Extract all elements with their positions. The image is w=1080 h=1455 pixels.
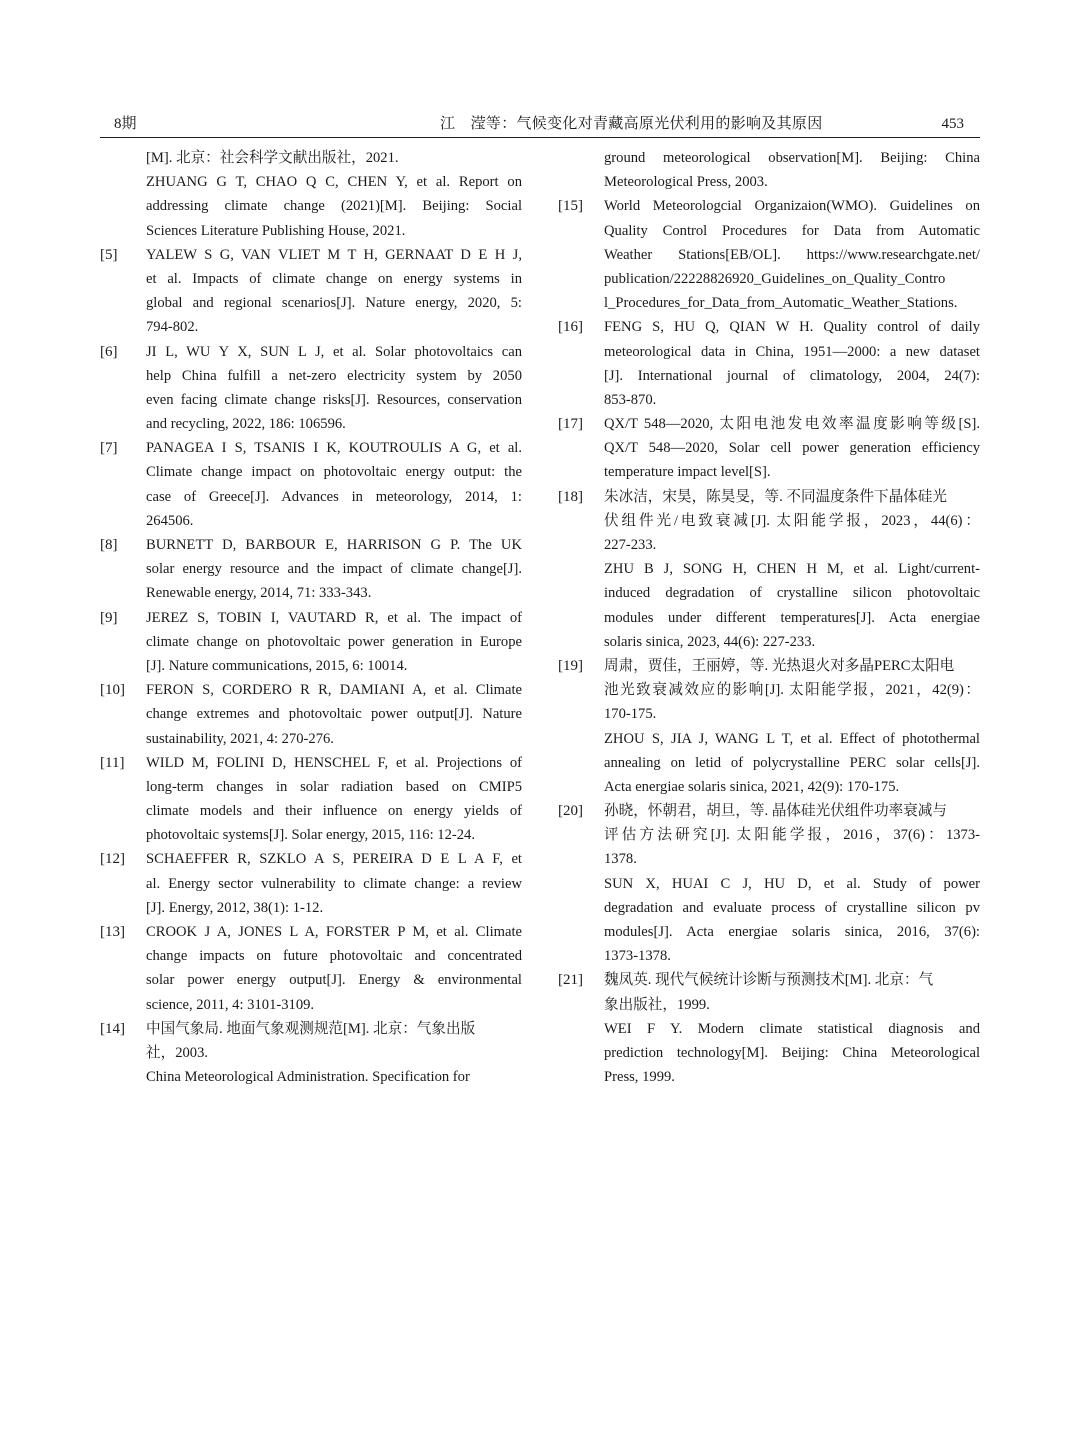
reference-entry <box>100 340 522 437</box>
reference-line: l_Procedures_for_Data_from_Automatic_Weather_Stations. <box>604 295 958 312</box>
reference-line: al. Energy sector vulnerability to climate change: a review <box>146 875 522 892</box>
reference-line: 池光致衰减效应的影响[J]. 太阳能学报，2021，42(9)： <box>604 682 980 699</box>
reference-number: [11] <box>100 754 125 771</box>
reference-number: [7] <box>100 440 118 457</box>
reference-line: sustainability, 2021, 4: 270-276. <box>146 730 334 747</box>
reference-line: QX/T 548—2020, 太阳电池发电效率温度影响等级[S]. <box>604 416 980 433</box>
references-left-column <box>100 146 522 1089</box>
running-header <box>100 113 980 138</box>
reference-line: 794-802. <box>146 319 199 336</box>
reference-line: climate change on photovoltaic power generation in Europe <box>146 633 522 650</box>
reference-line: help China fulfill a net-zero electricity system by 2050 <box>146 367 522 384</box>
reference-line: temperature impact level[S]. <box>604 464 771 481</box>
reference-line: 1378. <box>604 851 637 868</box>
reference-line: [M]. 北京：社会科学文献出版社，2021. <box>146 150 399 166</box>
reference-line: climate models and their influence on energy yields of <box>146 803 522 820</box>
reference-text <box>146 243 522 340</box>
reference-text <box>604 654 980 799</box>
reference-entry <box>100 678 522 751</box>
reference-line: FENG S, HU Q, QIAN W H. Quality control of daily <box>604 319 980 336</box>
reference-number: [15] <box>558 198 583 215</box>
reference-line: BURNETT D, BARBOUR E, HARRISON G P. The UK <box>146 537 522 553</box>
reference-text <box>604 194 980 315</box>
reference-line: even facing climate change risks[J]. Resources, conservation <box>146 391 522 408</box>
reference-line: Quality Control Procedures for Data from Automatic <box>604 222 980 239</box>
reference-text <box>604 315 980 412</box>
reference-line: JI L, WU Y X, SUN L J, et al. Solar photovoltaics can <box>146 343 522 360</box>
reference-line: 170-175. <box>604 706 657 723</box>
reference-line: publication/22228826920_Guidelines_on_Quality_Contro <box>604 270 946 287</box>
reference-entry <box>100 606 522 679</box>
reference-line: [J]. International journal of climatology, 2004, 24(7): <box>604 367 980 384</box>
reference-entry <box>100 243 522 340</box>
reference-entry <box>558 412 980 485</box>
reference-entry <box>100 920 522 1017</box>
reference-text <box>146 533 522 606</box>
reference-text <box>146 1017 522 1090</box>
reference-line: 孙晓，怀朝君，胡旦，等. 晶体硅光伏组件功率衰减与 <box>604 803 947 820</box>
reference-line: science, 2011, 4: 3101-3109. <box>146 996 315 1013</box>
reference-entry <box>558 146 980 194</box>
reference-text <box>604 968 980 1089</box>
reference-entry <box>100 1017 522 1090</box>
reference-line: World Meteorologcial Organizaion(WMO). Guidelines on <box>604 198 980 215</box>
reference-line: ground meteorological observation[M]. Beijing: China <box>604 150 980 166</box>
reference-line: WILD M, FOLINI D, HENSCHEL F, et al. Projections of <box>146 754 522 771</box>
reference-line: addressing climate change (2021)[M]. Beijing: Social <box>146 198 522 215</box>
reference-entry <box>100 751 522 848</box>
reference-line: modules[J]. Acta energiae solaris sinica, 2016, 37(6): <box>604 924 980 940</box>
reference-entry <box>558 799 980 968</box>
reference-text <box>146 847 522 920</box>
reference-entry <box>100 533 522 606</box>
reference-line: 中国气象局. 地面气象观测规范[M]. 北京：气象出版 <box>146 1020 476 1037</box>
reference-text <box>604 146 980 194</box>
reference-line: degradation and evaluate process of crystalline silicon pv <box>604 899 980 916</box>
reference-line: 1373-1378. <box>604 948 671 965</box>
reference-line: solar power energy output[J]. Energy & environmental <box>146 972 522 989</box>
reference-line: case of Greece[J]. Advances in meteorology, 2014, 1: <box>146 488 522 505</box>
reference-line: prediction technology[M]. Beijing: China Meteorological <box>604 1044 980 1061</box>
reference-line: 评估方法研究[J]. 太阳能学报，2016，37(6)：1373- <box>604 827 980 844</box>
reference-entry <box>100 847 522 920</box>
reference-number: [21] <box>558 972 583 989</box>
reference-line: Press, 1999. <box>604 1069 675 1086</box>
reference-text <box>146 606 522 679</box>
reference-line: 853-870. <box>604 391 657 408</box>
reference-text <box>604 799 980 968</box>
reference-line: change impacts on future photovoltaic and concentrated <box>146 948 522 965</box>
reference-line: Sciences Literature Publishing House, 2021. <box>146 222 406 239</box>
reference-line: JEREZ S, TOBIN I, VAUTARD R, et al. The impact of <box>146 609 522 626</box>
reference-number: [9] <box>100 609 118 626</box>
reference-line: 魏凤英. 现代气候统计诊断与预测技术[M]. 北京：气 <box>604 972 934 989</box>
reference-line: 264506. <box>146 512 194 529</box>
reference-number: [8] <box>100 537 118 553</box>
reference-line: SCHAEFFER R, SZKLO A S, PEREIRA D E L A F, et <box>146 851 522 868</box>
reference-line: Weather Stations[EB/OL]. https://www.researchgate.net/ <box>604 246 980 263</box>
references-right-column <box>558 146 980 1089</box>
page-number: 453 <box>941 116 964 132</box>
reference-entry <box>558 315 980 412</box>
reference-line: and recycling, 2022, 186: 106596. <box>146 416 346 433</box>
reference-number: [17] <box>558 416 583 433</box>
reference-number: [6] <box>100 343 118 360</box>
reference-entry <box>100 436 522 533</box>
reference-line: global and regional scenarios[J]. Nature energy, 2020, 5: <box>146 295 522 312</box>
reference-text <box>146 340 522 437</box>
reference-line: Meteorological Press, 2003. <box>604 174 768 191</box>
reference-line: PANAGEA I S, TSANIS I K, KOUTROULIS A G, et al. <box>146 440 522 457</box>
reference-line: long-term changes in solar radiation based on CMIP5 <box>146 778 522 795</box>
reference-number: [5] <box>100 246 118 263</box>
reference-line: 伏组件光/电致衰减[J]. 太阳能学报，2023，44(6)： <box>604 512 980 529</box>
reference-line: meteorological data in China, 1951—2000: a new dataset <box>604 343 980 360</box>
reference-number: [13] <box>100 924 125 940</box>
reference-entry <box>558 485 980 654</box>
reference-entry <box>558 654 980 799</box>
reference-line: 朱冰洁，宋昊，陈昊旻，等. 不同温度条件下晶体硅光 <box>604 488 947 505</box>
reference-text <box>146 751 522 848</box>
reference-text <box>146 436 522 533</box>
reference-text <box>146 920 522 1017</box>
reference-number: [12] <box>100 851 125 868</box>
reference-line: 象出版社，1999. <box>604 996 710 1013</box>
reference-line: ZHUANG G T, CHAO Q C, CHEN Y, et al. Report on <box>146 174 522 191</box>
reference-line: annealing on letid of polycrystalline PERC solar cells[J]. <box>604 754 980 771</box>
reference-entry <box>558 968 980 1089</box>
reference-line: Climate change impact on photovoltaic energy output: the <box>146 464 522 481</box>
reference-number: [16] <box>558 319 583 336</box>
reference-text <box>146 146 522 243</box>
reference-line: modules under different temperatures[J]. Acta energiae <box>604 609 980 626</box>
reference-line: change extremes and photovoltaic power output[J]. Nature <box>146 706 522 723</box>
reference-line: et al. Impacts of climate change on energy systems in <box>146 270 522 287</box>
reference-number: [10] <box>100 682 125 699</box>
reference-number: [14] <box>100 1020 125 1037</box>
reference-line: Acta energiae solaris sinica, 2021, 42(9): 170-175. <box>604 778 900 795</box>
reference-line: SUN X, HUAI C J, HU D, et al. Study of power <box>604 875 980 892</box>
reference-line: solar energy resource and the impact of climate change[J]. <box>146 561 522 578</box>
reference-number: [18] <box>558 488 583 505</box>
reference-text <box>604 412 980 485</box>
reference-line: ZHOU S, JIA J, WANG L T, et al. Effect of photothermal <box>604 730 980 747</box>
reference-line: 周肃，贾佳，王丽婷，等. 光热退火对多晶PERC太阳电 <box>604 657 955 674</box>
reference-line: induced degradation of crystalline silicon photovoltaic <box>604 585 980 602</box>
reference-text <box>604 485 980 654</box>
reference-line: 社，2003. <box>146 1044 209 1061</box>
reference-line: [J]. Nature communications, 2015, 6: 10014. <box>146 657 408 674</box>
running-title: 江 滢等：气候变化对青藏高原光伏利用的影响及其原因 <box>440 116 823 132</box>
reference-line: solaris sinica, 2023, 44(6): 227-233. <box>604 633 816 650</box>
reference-line: photovoltaic systems[J]. Solar energy, 2015, 116: 12-24. <box>146 827 475 844</box>
reference-entry <box>100 146 522 243</box>
reference-line: FERON S, CORDERO R R, DAMIANI A, et al. Climate <box>146 682 522 699</box>
reference-entry <box>558 194 980 315</box>
reference-line: Renewable energy, 2014, 71: 333-343. <box>146 585 372 602</box>
reference-line: WEI F Y. Modern climate statistical diagnosis and <box>604 1020 980 1037</box>
reference-line: ZHU B J, SONG H, CHEN H M, et al. Light/current- <box>604 561 980 578</box>
reference-line: CROOK J A, JONES L A, FORSTER P M, et al. Climate <box>146 924 522 940</box>
issue-number: 8期 <box>114 116 137 132</box>
reference-text <box>146 678 522 751</box>
reference-line: [J]. Energy, 2012, 38(1): 1-12. <box>146 899 324 916</box>
reference-line: 227-233. <box>604 537 657 553</box>
reference-line: QX/T 548—2020, Solar cell power generation efficiency <box>604 440 980 457</box>
reference-line: China Meteorological Administration. Specification for <box>146 1069 470 1086</box>
reference-number: [19] <box>558 657 583 674</box>
reference-number: [20] <box>558 803 583 820</box>
reference-line: YALEW S G, VAN VLIET M T H, GERNAAT D E H J, <box>146 246 522 263</box>
